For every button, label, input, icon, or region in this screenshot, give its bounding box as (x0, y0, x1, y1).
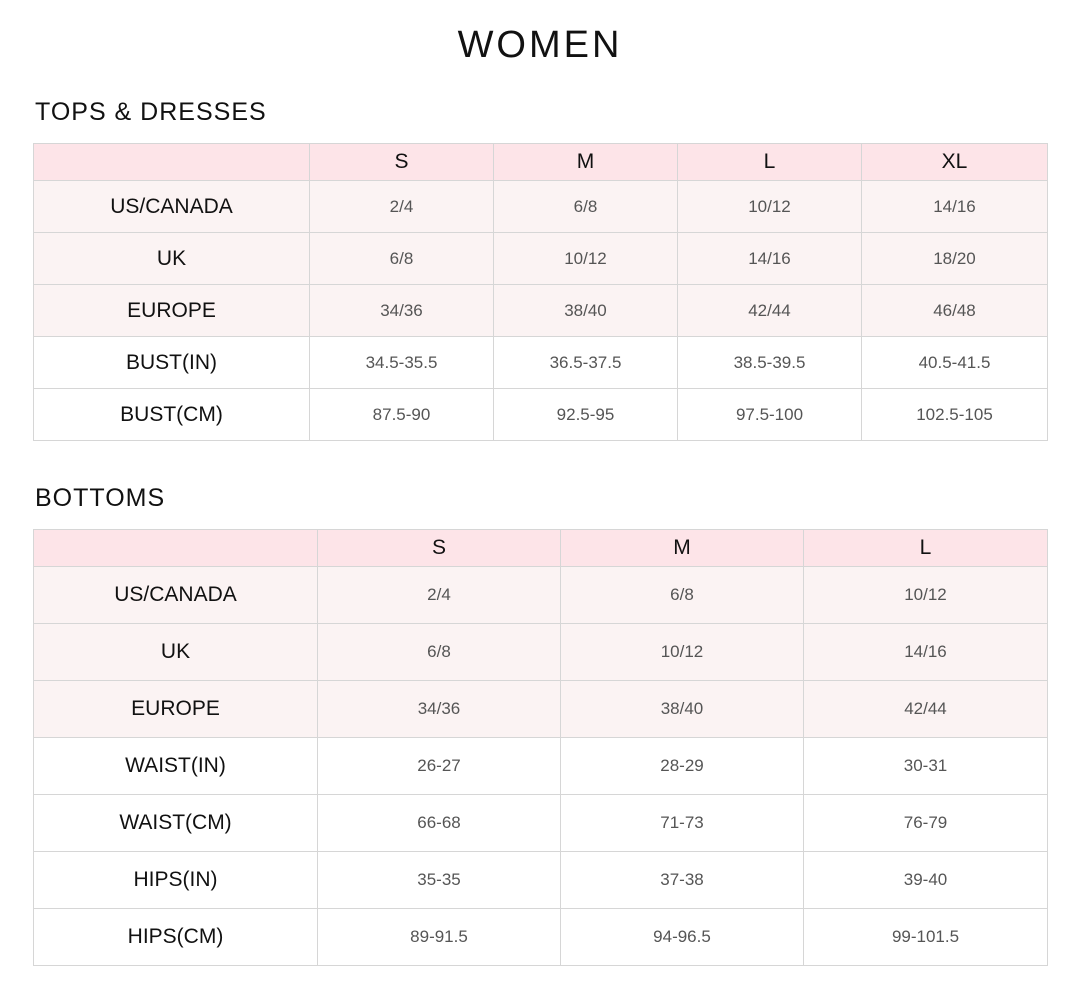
column-header: L (804, 530, 1048, 567)
table-cell: 35-35 (318, 852, 561, 909)
table-cell: 10/12 (678, 181, 862, 233)
table-cell: 92.5-95 (494, 389, 678, 441)
table-cell: 36.5-37.5 (494, 337, 678, 389)
table-cell: 37-38 (561, 852, 804, 909)
column-header: XL (862, 144, 1048, 181)
table-cell: 38.5-39.5 (678, 337, 862, 389)
table-cell: 71-73 (561, 795, 804, 852)
table-cell: 99-101.5 (804, 909, 1048, 966)
row-label: WAIST(IN) (34, 738, 318, 795)
column-header: M (561, 530, 804, 567)
table-cell: 40.5-41.5 (862, 337, 1048, 389)
row-label: UK (34, 233, 310, 285)
table-cell: 102.5-105 (862, 389, 1048, 441)
table-row (34, 681, 1048, 738)
table-cell: 89-91.5 (318, 909, 561, 966)
table-cell: 42/44 (678, 285, 862, 337)
row-label: US/CANADA (34, 567, 318, 624)
tops-size-table (33, 143, 1048, 441)
table-row (34, 624, 1048, 681)
table-cell: 6/8 (494, 181, 678, 233)
column-header: S (318, 530, 561, 567)
row-label: BUST(CM) (34, 389, 310, 441)
table-cell: 6/8 (561, 567, 804, 624)
table-cell: 30-31 (804, 738, 1048, 795)
table-cell: 18/20 (862, 233, 1048, 285)
table-cell: 34/36 (310, 285, 494, 337)
table-cell: 10/12 (804, 567, 1048, 624)
bottoms-section-title: BOTTOMS (35, 484, 166, 512)
table-cell: 2/4 (310, 181, 494, 233)
table-row (34, 233, 1048, 285)
table-cell: 66-68 (318, 795, 561, 852)
table-cell: 34.5-35.5 (310, 337, 494, 389)
table-row (34, 795, 1048, 852)
tops-section-title: TOPS & DRESSES (35, 98, 267, 126)
table-row (34, 285, 1048, 337)
bottoms-size-table (33, 529, 1048, 966)
table-row (34, 567, 1048, 624)
column-header: M (494, 144, 678, 181)
table-row (34, 738, 1048, 795)
row-label: HIPS(CM) (34, 909, 318, 966)
table-cell: 14/16 (804, 624, 1048, 681)
row-label: UK (34, 624, 318, 681)
row-label: HIPS(IN) (34, 852, 318, 909)
table-cell: 38/40 (494, 285, 678, 337)
table-cell: 87.5-90 (310, 389, 494, 441)
table-cell: 26-27 (318, 738, 561, 795)
table-cell: 97.5-100 (678, 389, 862, 441)
table-row (34, 389, 1048, 441)
column-header (34, 530, 318, 567)
table-cell: 6/8 (310, 233, 494, 285)
row-label: US/CANADA (34, 181, 310, 233)
table-cell: 34/36 (318, 681, 561, 738)
row-label: WAIST(CM) (34, 795, 318, 852)
table-cell: 94-96.5 (561, 909, 804, 966)
page-title: WOMEN (457, 24, 623, 66)
table-cell: 39-40 (804, 852, 1048, 909)
table-cell: 6/8 (318, 624, 561, 681)
table-cell: 76-79 (804, 795, 1048, 852)
table-row (34, 852, 1048, 909)
table-cell: 2/4 (318, 567, 561, 624)
row-label: EUROPE (34, 681, 318, 738)
table-cell: 14/16 (862, 181, 1048, 233)
table-row (34, 909, 1048, 966)
row-label: EUROPE (34, 285, 310, 337)
column-header (34, 144, 310, 181)
column-header: L (678, 144, 862, 181)
table-cell: 28-29 (561, 738, 804, 795)
table-cell: 10/12 (561, 624, 804, 681)
table-row (34, 337, 1048, 389)
table-row (34, 181, 1048, 233)
table-cell: 46/48 (862, 285, 1048, 337)
table-header-row (34, 144, 1048, 181)
table-cell: 10/12 (494, 233, 678, 285)
table-cell: 14/16 (678, 233, 862, 285)
row-label: BUST(IN) (34, 337, 310, 389)
table-cell: 42/44 (804, 681, 1048, 738)
column-header: S (310, 144, 494, 181)
table-cell: 38/40 (561, 681, 804, 738)
table-header-row (34, 530, 1048, 567)
